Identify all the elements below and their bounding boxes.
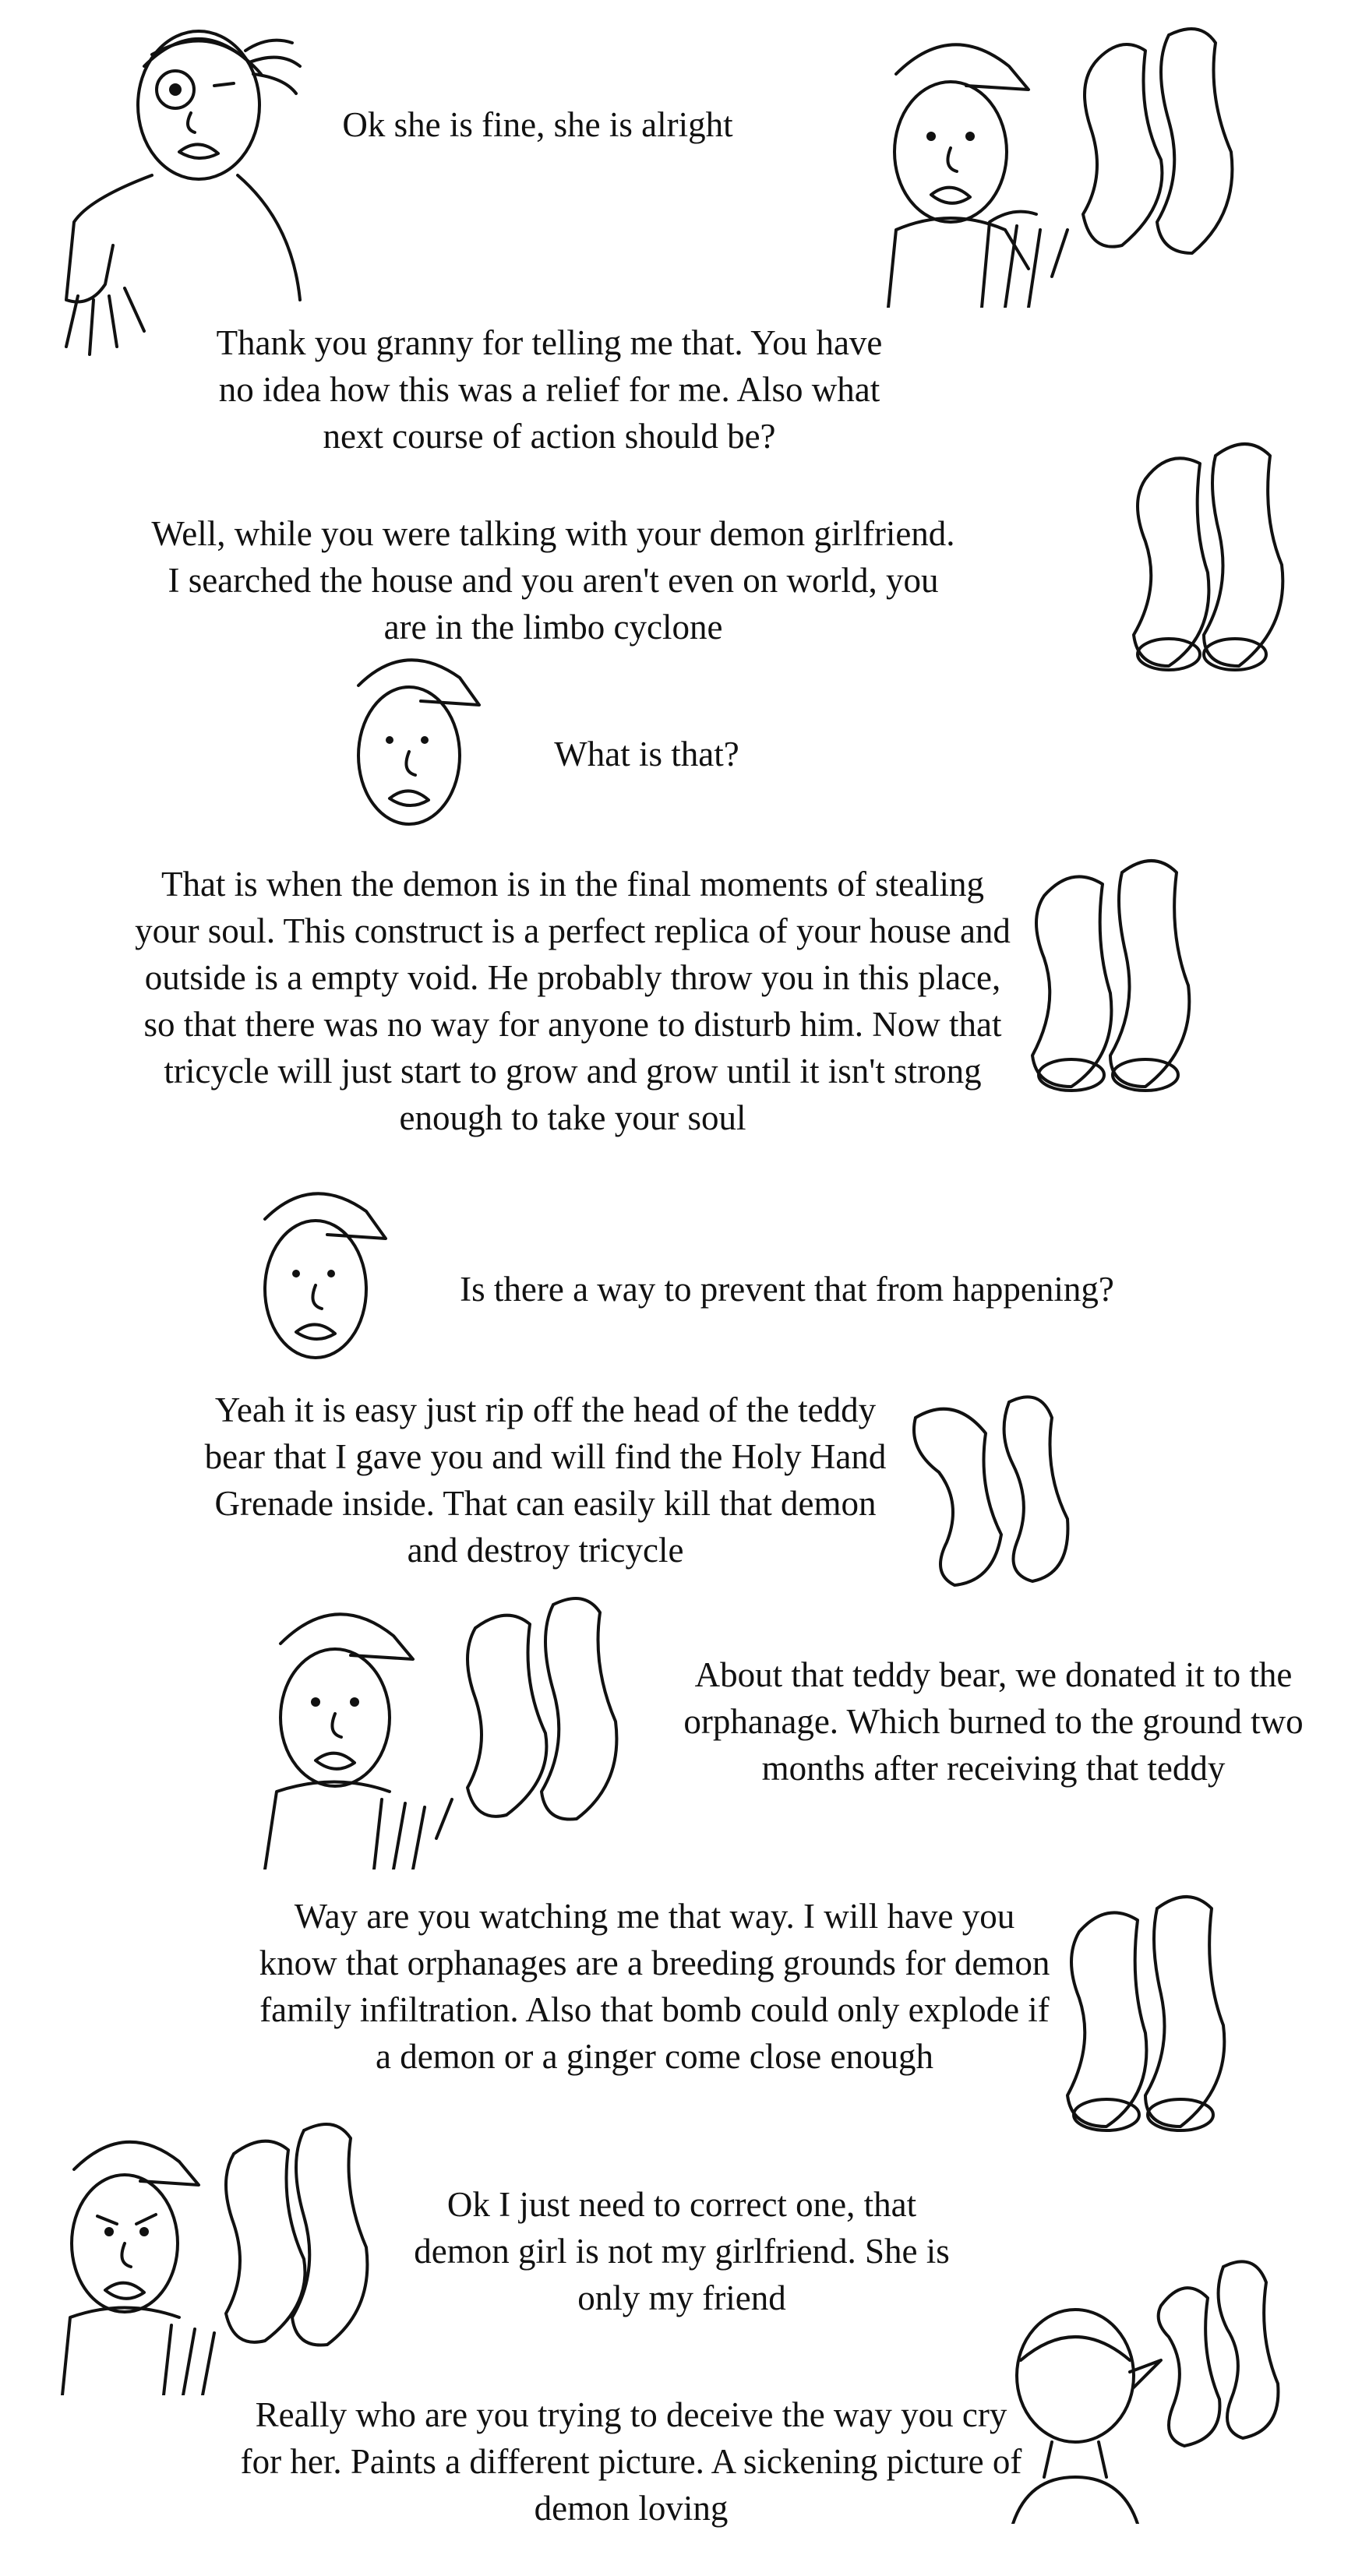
boy-head-figure (343, 639, 483, 833)
boy-head-figure (249, 1172, 390, 1367)
dialogue-3: Well, while you were talking with your demon girlfriend. I searched the house and you aren't even on world, you are in the limbo cyclone (151, 514, 955, 647)
dialogue-4: What is that? (554, 735, 739, 774)
socks-figure (1029, 849, 1216, 1098)
dialogue-2: Thank you granny for telling me that. You have no idea how this was a relief for me. Also what next course of action should be? (216, 323, 883, 456)
dialogue-6: Is there a way to prevent that from happening? (460, 1270, 1114, 1309)
dialogue-8: About that teddy bear, we donated it to the orphanage. Which burned to the ground two months after receiving that teddy (683, 1655, 1304, 1788)
boy-and-socks-figure (55, 2115, 390, 2395)
socks-figure (1130, 432, 1301, 682)
dialogue-10: Ok I just need to correct one, that demon girl is not my girlfriend. She is only my friend (414, 2185, 950, 2317)
dialogue-7: Yeah it is easy just rip off the head of the teddy bear that I gave you and will find the Holy Hand Grenade inside. That can easily kill that demon and destroy tricycle (204, 1390, 887, 1570)
dialogue-11: Really who are you trying to deceive the way you cry for her. Paints a different picture. A sickening picture of demon loving (240, 2395, 1022, 2528)
boy-and-socks-figure (873, 19, 1278, 308)
boy-and-socks-figure (257, 1589, 662, 1869)
dialogue-5: That is when the demon is in the final moments of stealing your soul. This construct is a perfect replica of your house and outside is a empty void. He probably throw you in this place, so that there was no way for anyone to disturb him. Now that tricycle will just start to grow and grow until it isn't strong enough to take your soul (135, 865, 1011, 1137)
dialogue-9: Way are you watching me that way. I will have you know that orphanages are a breeding grounds for demon family infiltration. Also that bomb could only explode if a demon or a ginger come close enough (259, 1897, 1050, 2076)
boy-and-socks-figure (997, 2243, 1293, 2524)
socks-figure (1064, 1885, 1251, 2142)
dialogue-1: Ok she is fine, she is alright (342, 105, 733, 144)
socks-figure (908, 1387, 1095, 1597)
granny-figure (58, 19, 316, 362)
